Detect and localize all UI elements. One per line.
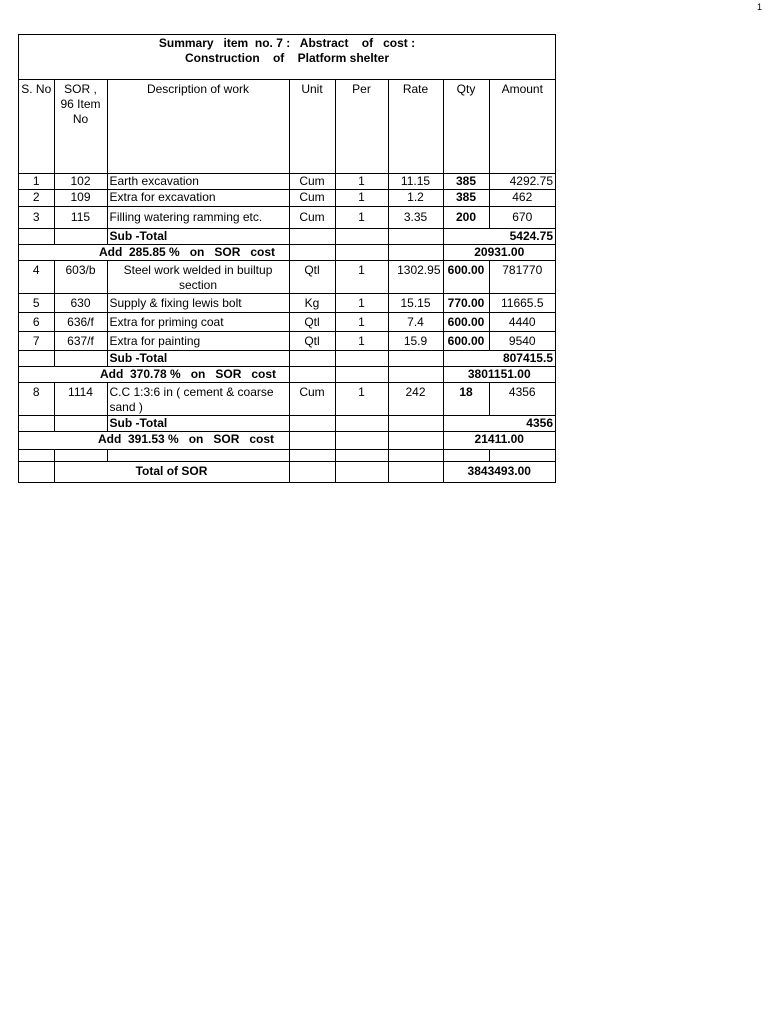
table-row <box>19 382 555 415</box>
cell-amount: 9540 <box>489 331 555 350</box>
cell-unit: Qtl <box>289 331 335 350</box>
cell-unit: Cum <box>289 382 335 415</box>
add-percentage-row <box>19 244 555 260</box>
page-number: 1 <box>756 2 762 12</box>
cell-rate: 3.35 <box>388 206 443 228</box>
table-row <box>19 331 555 350</box>
add-percentage-row <box>19 431 555 449</box>
cell-qty: 200 <box>443 206 489 228</box>
cell-per: 1 <box>335 382 388 415</box>
header-sno: S. No <box>19 80 54 173</box>
cell-sno: 5 <box>19 293 54 312</box>
add-percentage-value: 3801151.00 <box>443 366 555 382</box>
table-row <box>19 206 555 228</box>
cell-per: 1 <box>335 173 388 189</box>
cell-unit: Kg <box>289 293 335 312</box>
table-row <box>19 260 555 293</box>
cell-amount: 11665.5 <box>489 293 555 312</box>
total-label: Total of SOR <box>54 461 289 482</box>
cell-qty: 385 <box>443 173 489 189</box>
subtotal-label: Sub -Total <box>107 415 289 431</box>
cell-unit: Qtl <box>289 260 335 293</box>
add-percentage-label: Add 391.53 % on SOR cost <box>19 431 289 449</box>
cell-sno: 7 <box>19 331 54 350</box>
title-line-2: Construction of Platform shelter <box>184 51 390 65</box>
cell-sor: 102 <box>54 173 107 189</box>
subtotal-row <box>19 350 555 366</box>
cell-sno: 6 <box>19 312 54 331</box>
cell-rate: 15.9 <box>388 331 443 350</box>
cell-description: Extra for painting <box>107 331 289 350</box>
cell-rate: 7.4 <box>388 312 443 331</box>
total-row <box>19 461 555 482</box>
total-value: 3843493.00 <box>443 461 555 482</box>
header-row <box>19 80 555 173</box>
subtotal-value: 4356 <box>443 415 555 431</box>
cell-sor: 630 <box>54 293 107 312</box>
cell-unit: Cum <box>289 173 335 189</box>
cell-description: Steel work welded in builtup section <box>107 260 289 293</box>
subtotal-value: 807415.5 <box>443 350 555 366</box>
table-row <box>19 312 555 331</box>
cell-unit: Cum <box>289 206 335 228</box>
cell-sno: 8 <box>19 382 54 415</box>
subtotal-row <box>19 415 555 431</box>
cell-description: Extra for priming coat <box>107 312 289 331</box>
cell-sor: 1114 <box>54 382 107 415</box>
cell-amount: 781770 <box>489 260 555 293</box>
add-percentage-value: 20931.00 <box>443 244 555 260</box>
cell-per: 1 <box>335 189 388 206</box>
spacer-row <box>19 449 555 461</box>
header-amount: Amount <box>489 80 555 173</box>
cell-sno: 1 <box>19 173 54 189</box>
cell-amount: 4356 <box>489 382 555 415</box>
header-per: Per <box>335 80 388 173</box>
cell-description: Earth excavation <box>107 173 289 189</box>
cell-amount: 4440 <box>489 312 555 331</box>
cell-qty: 600.00 <box>443 260 489 293</box>
add-percentage-row <box>19 366 555 382</box>
abstract-of-cost-sheet <box>18 34 556 483</box>
header-rate: Rate <box>388 80 443 173</box>
cost-table <box>19 80 555 482</box>
cell-rate: 242 <box>388 382 443 415</box>
header-sor: SOR , 96 Item No <box>54 80 107 173</box>
subtotal-label: Sub -Total <box>107 228 289 244</box>
cell-rate: 1.2 <box>388 189 443 206</box>
header-unit: Unit <box>289 80 335 173</box>
cell-sor: 637/f <box>54 331 107 350</box>
table-row <box>19 189 555 206</box>
header-qty: Qty <box>443 80 489 173</box>
add-percentage-label: Add 285.85 % on SOR cost <box>19 244 289 260</box>
cell-sno: 4 <box>19 260 54 293</box>
title-block <box>19 35 555 80</box>
cell-qty: 770.00 <box>443 293 489 312</box>
cell-description: Extra for excavation <box>107 189 289 206</box>
cell-rate: 11.15 <box>388 173 443 189</box>
cell-per: 1 <box>335 331 388 350</box>
subtotal-row <box>19 228 555 244</box>
cell-unit: Cum <box>289 189 335 206</box>
cell-qty: 600.00 <box>443 312 489 331</box>
cell-rate: 1302.95 <box>388 260 443 293</box>
cell-sor: 109 <box>54 189 107 206</box>
cell-description: Supply & fixing lewis bolt <box>107 293 289 312</box>
cell-per: 1 <box>335 312 388 331</box>
subtotal-value: 5424.75 <box>443 228 555 244</box>
table-row <box>19 173 555 189</box>
add-percentage-value: 21411.00 <box>443 431 555 449</box>
cell-per: 1 <box>335 206 388 228</box>
cell-amount: 4292.75 <box>489 173 555 189</box>
cell-rate: 15.15 <box>388 293 443 312</box>
cell-amount: 462 <box>489 189 555 206</box>
add-percentage-label: Add 370.78 % on SOR cost <box>19 366 289 382</box>
cell-qty: 385 <box>443 189 489 206</box>
cell-sno: 2 <box>19 189 54 206</box>
cell-qty: 600.00 <box>443 331 489 350</box>
table-row <box>19 293 555 312</box>
title-line-1: Summary item no. 7 : Abstract of cost : <box>158 36 416 50</box>
cell-unit: Qtl <box>289 312 335 331</box>
cell-sor: 603/b <box>54 260 107 293</box>
cell-amount: 670 <box>489 206 555 228</box>
cell-per: 1 <box>335 293 388 312</box>
cell-description: C.C 1:3:6 in ( cement & coarse sand ) <box>107 382 289 415</box>
subtotal-label: Sub -Total <box>107 350 289 366</box>
cell-description: Filling watering ramming etc. <box>107 206 289 228</box>
cell-sno: 3 <box>19 206 54 228</box>
cell-qty: 18 <box>443 382 489 415</box>
cell-sor: 636/f <box>54 312 107 331</box>
header-description: Description of work <box>107 80 289 173</box>
cell-per: 1 <box>335 260 388 293</box>
cell-sor: 115 <box>54 206 107 228</box>
